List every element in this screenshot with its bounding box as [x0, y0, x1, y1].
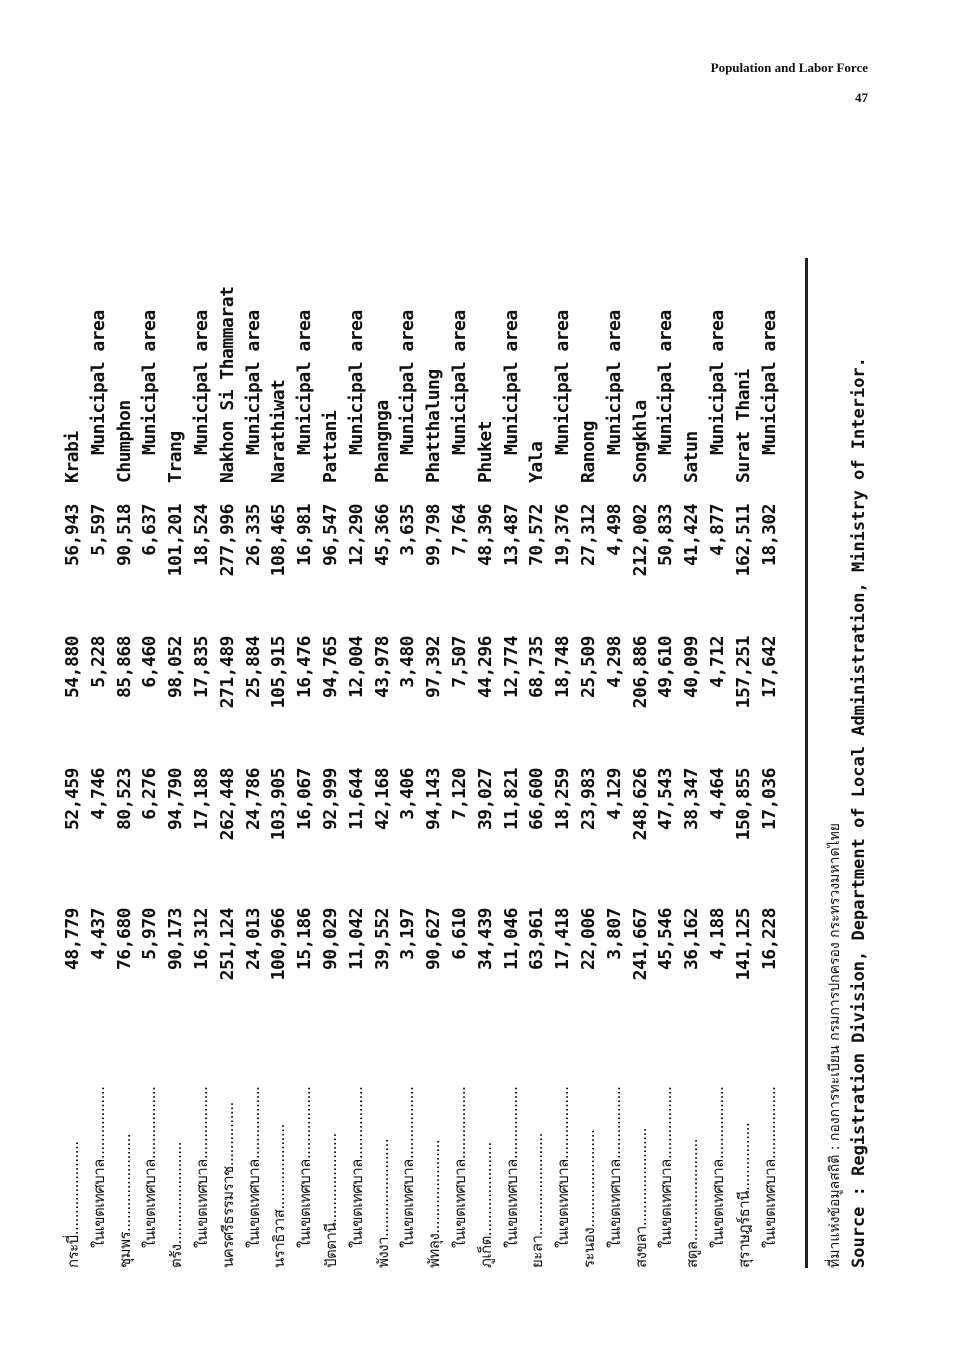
value-col-2: 11,644	[345, 768, 367, 831]
row-label-english: Narathiwat	[268, 379, 290, 483]
row-label-english: Nakhon Si Thammarat	[216, 286, 238, 483]
value-col-2: 7,120	[449, 768, 470, 820]
row-label-english: Satun	[681, 431, 703, 483]
value-col-4: 7,764	[449, 504, 470, 556]
row-label-thai: ภูเก็ต......................	[476, 1142, 495, 1268]
value-col-2: 103,905	[268, 768, 290, 841]
value-col-4: 90,518	[113, 504, 135, 567]
value-col-4: 50,833	[655, 504, 677, 567]
value-col-1: 90,627	[423, 908, 445, 971]
table-row	[344, 258, 370, 1268]
row-label-thai: กระบี่......................	[64, 1141, 82, 1268]
row-label-english: Municipal area	[191, 310, 212, 455]
row-label-english: Trang	[165, 431, 187, 483]
value-col-1: 100,966	[268, 908, 290, 981]
value-col-1: 16,228	[758, 908, 780, 971]
table-row	[189, 258, 215, 1268]
value-col-3: 7,507	[449, 636, 470, 688]
value-col-3: 4,712	[707, 636, 728, 688]
row-label-thai: ในเขตเทศบาล.................	[89, 1086, 108, 1248]
value-col-3: 12,004	[345, 636, 367, 699]
row-label-thai: ในเขตเทศบาล.................	[141, 1086, 160, 1248]
value-col-3: 105,915	[268, 636, 290, 709]
value-col-4: 48,396	[474, 504, 496, 567]
row-label-english: Municipal area	[500, 310, 522, 455]
table-row	[112, 258, 138, 1268]
row-label-thai: ในเขตเทศบาล.................	[605, 1086, 624, 1248]
source-note-english: Source : Registration Division, Department of Local Administration, Ministry of Interior.	[849, 357, 869, 1268]
value-col-1: 6,610	[449, 908, 470, 960]
source-note-thai: ที่มาแห่งข้อมูลสถิติ : กองการทะเบียน กรมการปกครอง กระทรวงมหาดไทย	[827, 822, 843, 1268]
table-row	[447, 258, 473, 1268]
value-col-1: 36,162	[681, 908, 703, 971]
table-bottom-rule	[805, 258, 808, 1268]
value-col-4: 70,572	[526, 504, 548, 567]
value-col-2: 11,821	[500, 768, 522, 831]
table-row	[395, 258, 421, 1268]
table-row	[86, 258, 112, 1268]
row-label-english: Ranong	[578, 420, 599, 483]
value-col-2: 24,786	[242, 768, 264, 831]
value-col-3: 17,642	[758, 636, 780, 699]
value-col-3: 40,099	[681, 636, 703, 699]
row-label-thai: สตูล........................	[683, 1138, 702, 1268]
row-label-english: Municipal area	[758, 310, 780, 455]
value-col-4: 45,366	[371, 504, 393, 567]
row-label-thai: ระนอง.......................	[580, 1129, 598, 1268]
value-col-3: 17,835	[191, 636, 212, 699]
value-col-4: 18,524	[191, 504, 212, 567]
row-label-english: Surat Thani	[732, 369, 754, 483]
value-col-1: 5,970	[139, 908, 161, 960]
value-col-1: 3,807	[603, 908, 625, 960]
value-col-2: 16,067	[294, 768, 316, 831]
table-row	[705, 258, 731, 1268]
table-row	[60, 258, 86, 1268]
value-col-4: 56,943	[62, 504, 83, 567]
value-col-3: 68,735	[526, 636, 548, 699]
table-row	[679, 258, 705, 1268]
value-col-4: 99,798	[423, 504, 445, 567]
value-col-1: 241,667	[629, 908, 651, 981]
row-label-thai: พัทลุง......................	[425, 1139, 444, 1268]
value-col-4: 27,312	[578, 504, 599, 567]
value-col-2: 17,188	[191, 768, 212, 831]
table-row	[137, 258, 163, 1268]
row-label-english: Municipal area	[345, 310, 367, 455]
value-col-1: 17,418	[552, 908, 574, 971]
value-col-1: 39,552	[371, 908, 393, 971]
table-row	[292, 258, 318, 1268]
value-col-2: 18,259	[552, 768, 574, 831]
value-col-4: 16,981	[294, 504, 316, 567]
table-row	[653, 258, 679, 1268]
value-col-4: 162,511	[732, 504, 754, 577]
value-col-2: 66,600	[526, 768, 548, 831]
value-col-3: 12,774	[500, 636, 522, 699]
table-row	[731, 258, 757, 1268]
value-col-1: 22,006	[578, 908, 599, 971]
value-col-1: 48,779	[62, 908, 83, 971]
table-row	[499, 258, 525, 1268]
value-col-4: 13,487	[500, 504, 522, 567]
row-label-thai: ในเขตเทศบาล.................	[760, 1086, 779, 1248]
value-col-2: 94,790	[165, 768, 187, 831]
table-row	[215, 258, 241, 1268]
value-col-1: 76,680	[113, 908, 135, 971]
value-col-2: 23,983	[578, 768, 599, 831]
value-col-1: 90,173	[165, 908, 187, 971]
table-row	[421, 258, 447, 1268]
value-col-2: 80,523	[113, 768, 135, 831]
value-col-4: 19,376	[552, 504, 574, 567]
row-label-thai: นครศรีธรรมราช...............	[218, 1102, 237, 1268]
value-col-1: 4,437	[87, 908, 109, 960]
table-row	[757, 258, 783, 1268]
value-col-2: 47,543	[655, 768, 677, 831]
row-label-thai: ในเขตเทศบาล.................	[244, 1086, 263, 1248]
value-col-2: 94,143	[423, 768, 445, 831]
table-row	[266, 258, 292, 1268]
value-col-3: 25,509	[578, 636, 599, 699]
value-col-2: 4,464	[707, 768, 728, 820]
row-label-thai: สุราษฎร์ธานี................	[734, 1122, 753, 1268]
row-label-english: Municipal area	[397, 310, 419, 455]
row-label-english: Songkhla	[629, 400, 651, 483]
value-col-4: 108,465	[268, 504, 290, 577]
row-label-english: Municipal area	[294, 310, 316, 455]
value-col-1: 16,312	[191, 908, 212, 971]
row-label-thai: สงขลา.......................	[631, 1127, 650, 1268]
value-col-2: 4,746	[87, 768, 109, 820]
value-col-1: 141,125	[732, 908, 754, 981]
value-col-3: 18,748	[552, 636, 574, 699]
row-label-thai: ในเขตเทศบาล.................	[502, 1086, 521, 1248]
value-col-1: 34,439	[474, 908, 496, 971]
value-col-1: 45,546	[655, 908, 677, 971]
value-col-2: 38,347	[681, 768, 703, 831]
table-row	[576, 258, 602, 1268]
value-col-1: 63,961	[526, 908, 548, 971]
value-col-2: 52,459	[62, 768, 83, 831]
value-col-2: 150,855	[732, 768, 754, 841]
row-label-english: Municipal area	[449, 310, 470, 455]
value-col-1: 11,046	[500, 908, 522, 971]
row-label-english: Municipal area	[603, 310, 625, 455]
value-col-4: 6,637	[139, 504, 161, 556]
row-label-thai: ในเขตเทศบาล.................	[296, 1086, 315, 1248]
row-label-english: Municipal area	[655, 310, 677, 455]
value-col-4: 277,996	[216, 504, 238, 577]
running-header-title: Population and Labor Force	[710, 60, 868, 75]
row-label-thai: ในเขตเทศบาล.................	[193, 1086, 211, 1248]
value-col-3: 157,251	[732, 636, 754, 709]
value-col-2: 39,027	[474, 768, 496, 831]
value-col-4: 26,335	[242, 504, 264, 567]
value-col-1: 4,188	[707, 908, 728, 960]
row-label-english: Phuket	[474, 420, 496, 483]
page-number: 47	[855, 90, 868, 105]
value-col-3: 25,884	[242, 636, 264, 699]
table-row	[524, 258, 550, 1268]
value-col-4: 4,498	[603, 504, 625, 556]
value-col-2: 3,406	[397, 768, 419, 820]
value-col-2: 262,448	[216, 768, 238, 841]
row-label-thai: ยะลา........................	[528, 1133, 547, 1268]
row-label-thai: พังงา.......................	[373, 1138, 392, 1268]
value-col-1: 251,124	[216, 908, 238, 981]
value-col-4: 18,302	[758, 504, 780, 567]
value-col-3: 6,460	[139, 636, 161, 688]
value-col-3: 94,765	[320, 636, 341, 699]
table-row	[550, 258, 576, 1268]
value-col-1: 15,186	[294, 908, 316, 971]
row-label-english: Krabi	[62, 431, 83, 483]
row-label-thai: ชุมพร.......................	[115, 1133, 134, 1268]
row-label-thai: ปัตตานี.....................	[322, 1133, 340, 1268]
rotated-table-page	[48, 258, 878, 1268]
row-label-english: Yala	[526, 441, 548, 483]
row-label-english: Municipal area	[87, 310, 109, 455]
value-col-4: 41,424	[681, 504, 703, 567]
value-col-4: 4,877	[707, 504, 728, 556]
row-label-thai: ในเขตเทศบาล.................	[657, 1086, 676, 1248]
value-col-4: 12,290	[345, 504, 367, 567]
value-col-3: 97,392	[423, 636, 445, 699]
row-label-english: Municipal area	[707, 310, 728, 455]
value-col-1: 11,042	[345, 908, 367, 971]
value-col-4: 101,201	[165, 504, 187, 577]
value-col-2: 42,168	[371, 768, 393, 831]
value-col-3: 271,489	[216, 636, 238, 709]
row-label-english: Phatthalung	[423, 369, 445, 483]
row-label-english: Phangnga	[371, 400, 393, 483]
value-col-4: 96,547	[320, 504, 341, 567]
table-row	[163, 258, 189, 1268]
row-label-thai: ในเขตเทศบาล.................	[451, 1086, 469, 1248]
table-row	[241, 258, 267, 1268]
row-label-thai: ในเขตเทศบาล.................	[399, 1086, 418, 1248]
value-col-3: 85,868	[113, 636, 135, 699]
table-row	[473, 258, 499, 1268]
value-col-1: 3,197	[397, 908, 419, 960]
value-col-2: 6,276	[139, 768, 161, 820]
table-row	[628, 258, 654, 1268]
value-col-3: 5,228	[87, 636, 109, 688]
value-col-3: 3,480	[397, 636, 419, 688]
row-label-english: Chumphon	[113, 400, 135, 483]
table-row	[602, 258, 628, 1268]
value-col-3: 49,610	[655, 636, 677, 699]
row-label-english: Municipal area	[552, 310, 574, 455]
value-col-3: 16,476	[294, 636, 316, 699]
row-label-thai: ในเขตเทศบาล.................	[709, 1086, 727, 1248]
value-col-2: 92,999	[320, 768, 341, 831]
value-col-1: 90,029	[320, 908, 341, 971]
value-col-2: 248,626	[629, 768, 651, 841]
row-label-thai: ในเขตเทศบาล.................	[347, 1086, 366, 1248]
value-col-3: 43,978	[371, 636, 393, 699]
row-label-english: Municipal area	[242, 310, 264, 455]
row-label-thai: ตรัง........................	[167, 1141, 186, 1268]
value-col-1: 24,013	[242, 908, 264, 971]
value-col-2: 17,036	[758, 768, 780, 831]
value-col-3: 98,052	[165, 636, 187, 699]
value-col-2: 4,129	[603, 768, 625, 820]
value-col-3: 44,296	[474, 636, 496, 699]
value-col-4: 3,635	[397, 504, 419, 556]
row-label-english: Municipal area	[139, 310, 161, 455]
table-row	[318, 258, 344, 1268]
value-col-3: 206,886	[629, 636, 651, 709]
row-label-thai: ในเขตเทศบาล.................	[554, 1086, 573, 1248]
value-col-4: 212,002	[629, 504, 651, 577]
value-col-3: 4,298	[603, 636, 625, 688]
value-col-4: 5,597	[87, 504, 109, 556]
row-label-english: Pattani	[320, 410, 341, 483]
value-col-3: 54,880	[62, 636, 83, 699]
row-label-thai: นราธิวาส....................	[270, 1124, 289, 1268]
table-row	[370, 258, 396, 1268]
